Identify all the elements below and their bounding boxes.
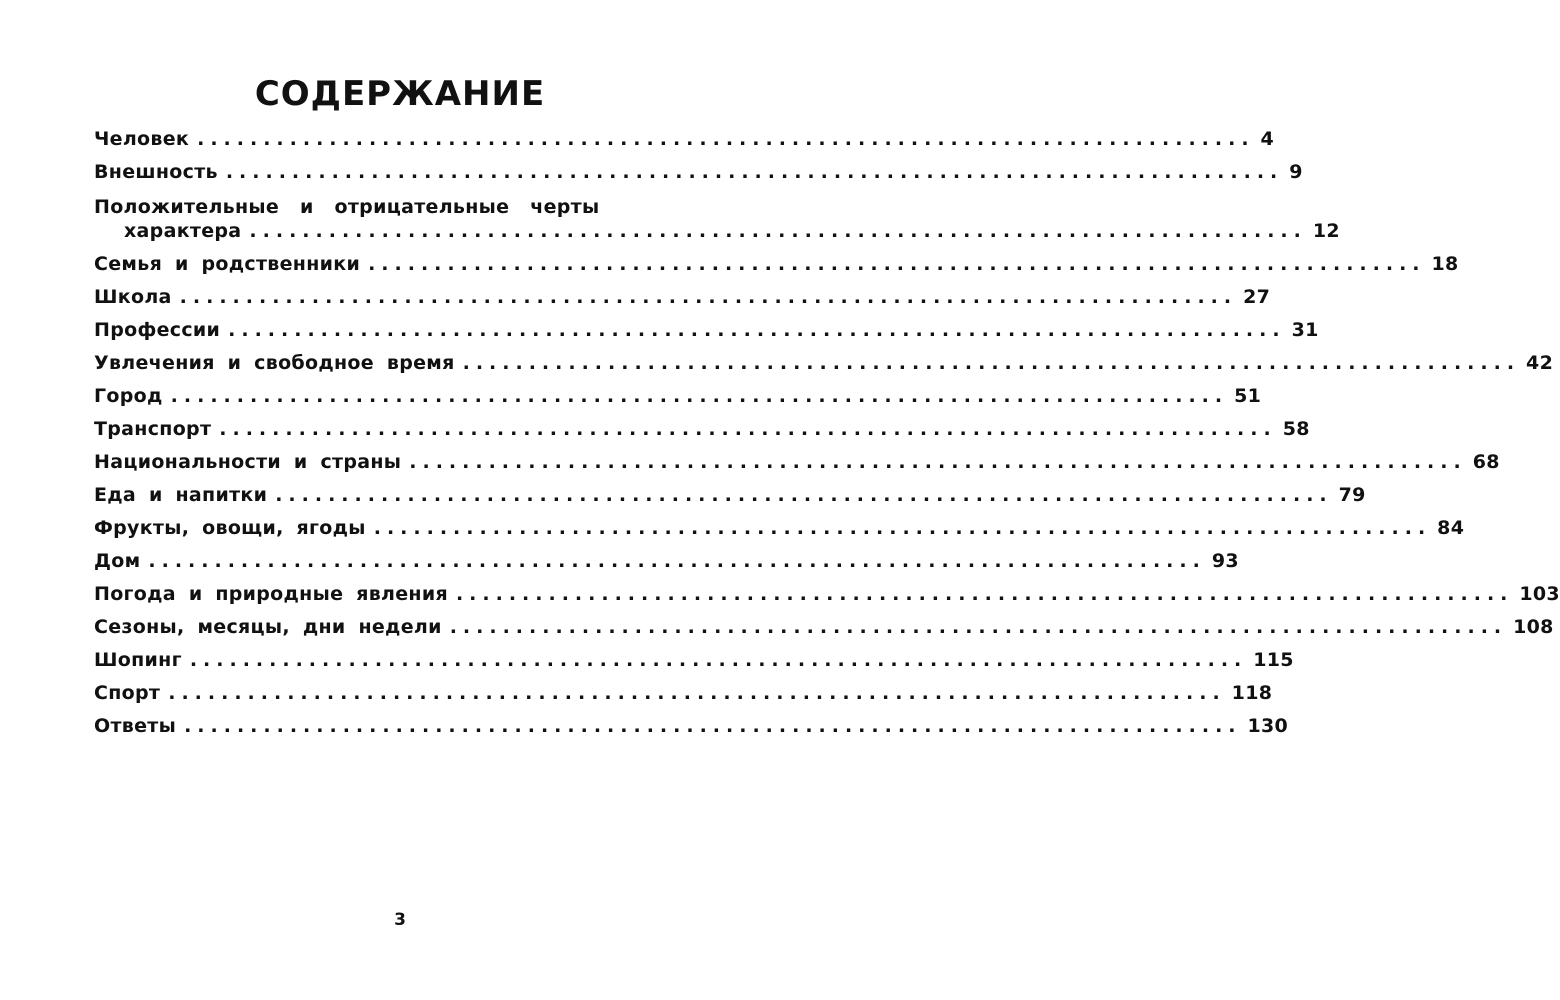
toc-entry-page: 118: [1231, 682, 1273, 704]
toc-leader-dots: ................................................................................: [225, 161, 1284, 183]
toc-entry-page: 115: [1253, 649, 1294, 671]
toc-leader-dots: ................................................................................: [228, 319, 1286, 341]
toc-entry-label: Город: [94, 385, 163, 407]
toc-entry-label: Школа: [94, 286, 172, 308]
toc-entry[interactable]: [94, 352, 1554, 385]
table-of-contents: [94, 128, 1560, 748]
toc-leader-dots: ................................................................................: [373, 517, 1432, 539]
toc-entry[interactable]: [94, 286, 1271, 319]
toc-leader-dots: ................................................................................: [462, 352, 1521, 374]
toc-leader-dots: ................................................................................: [368, 253, 1426, 275]
toc-leader-dots: ................................................................................: [249, 220, 1307, 242]
toc-entry-label: Погода и природные явления: [94, 583, 448, 605]
toc-entry[interactable]: [94, 418, 1310, 451]
toc-entry-page: 42: [1526, 352, 1554, 374]
toc-leader-dots: ................................................................................: [275, 484, 1333, 506]
toc-entry-label: Профессии: [94, 319, 221, 341]
toc-leader-dots: ................................................................................: [168, 682, 1226, 704]
toc-entry-label: Увлечения и свободное время: [94, 352, 455, 374]
toc-entry[interactable]: [94, 715, 1289, 748]
toc-entry[interactable]: [94, 451, 1500, 484]
toc-entry-label: Фрукты, овощи, ягоды: [94, 517, 366, 539]
toc-entry[interactable]: [94, 649, 1294, 682]
toc-entry-page: 108: [1513, 616, 1554, 638]
toc-entry-label: Спорт: [94, 682, 161, 704]
page-number: 3: [394, 910, 406, 930]
toc-entry[interactable]: [94, 550, 1239, 583]
toc-entry-label-line1: Положительные и отрицательные черты: [94, 196, 600, 218]
toc-entry[interactable]: [94, 194, 1340, 253]
toc-entry-label: Еда и напитки: [94, 484, 268, 506]
toc-entry-label: Семья и родственники: [94, 253, 361, 275]
toc-leader-dots: ................................................................................: [148, 550, 1206, 572]
toc-entry-label: Человек: [94, 128, 190, 150]
toc-leader-dots: ................................................................................: [449, 616, 1508, 638]
toc-entry-page: 130: [1247, 715, 1289, 737]
toc-entry-page: 68: [1472, 451, 1500, 473]
toc-entry[interactable]: [94, 161, 1303, 194]
toc-leader-dots: ................................................................................: [409, 451, 1467, 473]
toc-entry[interactable]: [94, 517, 1465, 550]
toc-entry-page: 4: [1260, 128, 1275, 150]
toc-leader-dots: ................................................................................: [197, 128, 1255, 150]
toc-entry-page: 9: [1289, 161, 1303, 183]
toc-entry[interactable]: [94, 682, 1273, 715]
toc-leader-dots: ................................................................................: [170, 385, 1229, 407]
toc-entry-page: 79: [1338, 484, 1366, 506]
toc-entry-label: Транспорт: [94, 418, 212, 440]
toc-leader-dots: ................................................................................: [179, 286, 1238, 308]
toc-leader-dots: ................................................................................: [455, 583, 1514, 605]
toc-leader-dots: ................................................................................: [184, 715, 1242, 737]
toc-entry-page: 18: [1431, 253, 1459, 275]
toc-entry-label: характера: [124, 220, 242, 242]
toc-entry-label: Сезоны, месяцы, дни недели: [94, 616, 442, 638]
toc-entry[interactable]: [94, 583, 1560, 616]
toc-entry[interactable]: [94, 319, 1319, 352]
toc-entry-page: 12: [1312, 220, 1340, 242]
toc-entry[interactable]: [94, 484, 1366, 517]
toc-entry[interactable]: [94, 253, 1459, 286]
page-title: СОДЕРЖАНИЕ: [254, 74, 546, 114]
toc-entry-label: Шопинг: [94, 649, 182, 671]
toc-entry-label: Внешность: [94, 161, 218, 183]
toc-entry[interactable]: [94, 128, 1275, 161]
toc-entry[interactable]: [94, 385, 1262, 418]
toc-entry-page: 93: [1211, 550, 1239, 572]
toc-entry-page: 84: [1437, 517, 1465, 539]
toc-leader-dots: ................................................................................: [219, 418, 1277, 440]
toc-entry-label: Ответы: [94, 715, 177, 737]
toc-entry-label: Дом: [94, 550, 141, 572]
toc-entry-page: 58: [1282, 418, 1310, 440]
toc-leader-dots: ................................................................................: [189, 649, 1248, 671]
toc-entry-page: 51: [1234, 385, 1262, 407]
toc-entry-page: 31: [1291, 319, 1319, 341]
toc-entry[interactable]: [94, 616, 1554, 649]
toc-entry-page: 103: [1519, 583, 1560, 605]
toc-entry-page: 27: [1243, 286, 1271, 308]
toc-entry-label: Национальности и страны: [94, 451, 402, 473]
